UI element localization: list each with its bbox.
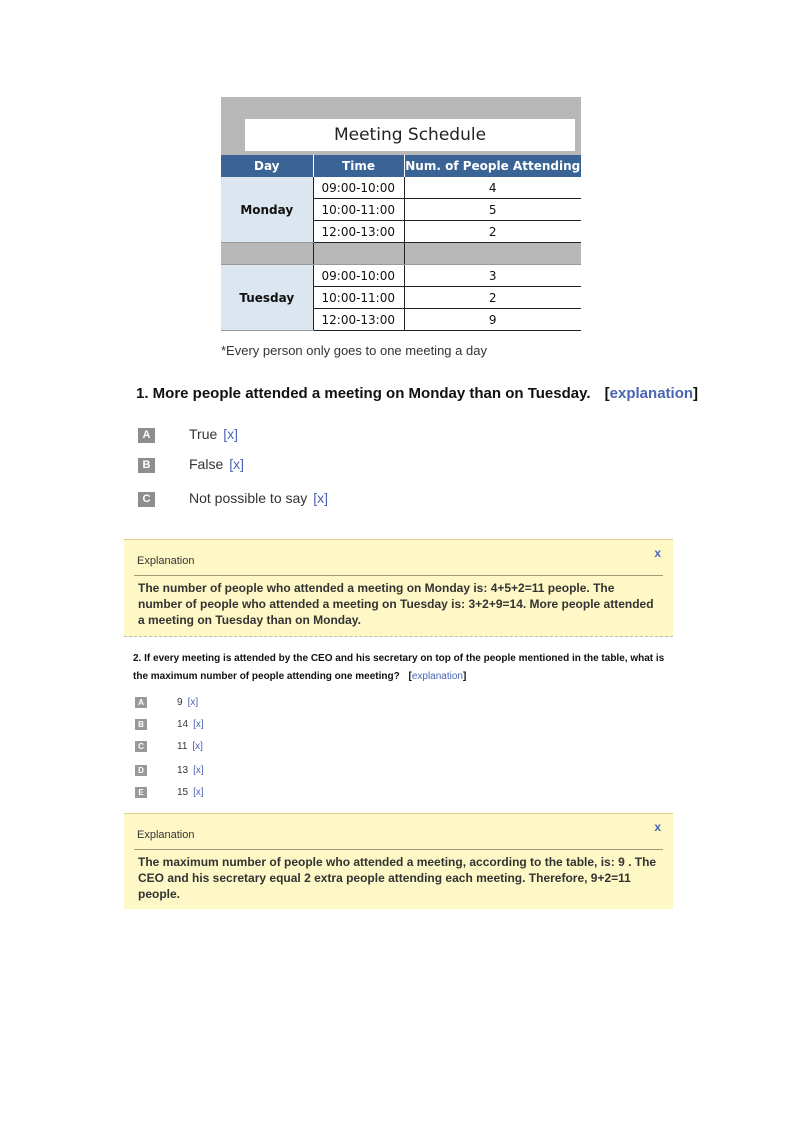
option-letter-badge: B — [135, 719, 147, 730]
count-cell: 2 — [404, 221, 581, 243]
time-cell: 09:00-10:00 — [313, 177, 404, 199]
header-time: Time — [313, 155, 404, 177]
option-letter-badge: A — [135, 697, 147, 708]
header-attending: Num. of People Attending — [404, 155, 581, 177]
schedule-footnote: *Every person only goes to one meeting a day — [221, 343, 487, 358]
schedule-title: Meeting Schedule — [245, 119, 575, 151]
divider — [134, 849, 663, 850]
spacer-row — [221, 243, 581, 265]
option-label: Not possible to say — [189, 490, 308, 506]
time-cell: 12:00-13:00 — [313, 309, 404, 331]
table-row — [221, 177, 581, 199]
explanation-link[interactable]: explanation — [609, 385, 694, 402]
option-letter-badge: D — [135, 765, 147, 776]
eliminate-option-link[interactable]: [x] — [187, 697, 199, 709]
day-tuesday: Tuesday — [221, 265, 313, 331]
question-2-text: 2. If every meeting is attended by the CEO and his secretary on top of the people mentioned in the table, what is the maximum number of people attending one meeting? [explanation] — [133, 653, 665, 682]
option-label: 14 — [177, 719, 189, 731]
explanation-panel-1 — [124, 539, 673, 637]
eliminate-option-link[interactable]: [x] — [193, 719, 204, 731]
option-label: 11 — [177, 741, 188, 753]
count-cell: 2 — [404, 287, 581, 309]
option-letter-badge: A — [138, 428, 155, 443]
schedule-grid — [221, 155, 581, 331]
answer-option-a[interactable] — [135, 697, 198, 708]
close-icon[interactable]: x — [654, 820, 661, 834]
answer-option-c[interactable] — [138, 490, 328, 507]
option-letter-badge: C — [138, 492, 155, 507]
count-cell: 3 — [404, 265, 581, 287]
close-icon[interactable]: x — [654, 546, 661, 560]
table-row — [221, 265, 581, 287]
time-cell: 10:00-11:00 — [313, 199, 404, 221]
eliminate-option-link[interactable]: [x] — [223, 426, 239, 442]
answer-option-d[interactable] — [135, 765, 204, 776]
time-cell: 10:00-11:00 — [313, 287, 404, 309]
header-day: Day — [221, 155, 313, 177]
eliminate-option-link[interactable]: [x] — [193, 787, 204, 799]
header-row — [221, 155, 581, 177]
option-label: False — [189, 456, 224, 472]
divider — [134, 575, 663, 576]
time-cell: 09:00-10:00 — [313, 265, 404, 287]
count-cell: 9 — [404, 309, 581, 331]
option-label: True — [189, 426, 218, 442]
explanation-link[interactable]: explanation — [411, 671, 463, 682]
answer-option-b[interactable] — [135, 719, 204, 730]
option-label: 9 — [177, 697, 183, 709]
option-label: 15 — [177, 787, 189, 799]
eliminate-option-link[interactable]: [x] — [229, 456, 245, 472]
option-letter-badge: C — [135, 741, 147, 752]
count-cell: 4 — [404, 177, 581, 199]
eliminate-option-link[interactable]: [x] — [193, 765, 204, 777]
answer-option-a[interactable] — [138, 426, 238, 443]
eliminate-option-link[interactable]: [x] — [192, 741, 203, 753]
answer-option-c[interactable] — [135, 741, 203, 752]
question-2-label: 2. If every meeting is attended by the CEO and his secretary on top of the people mentioned in the table, what is the maximum number of people attending one meeting? — [133, 653, 665, 682]
explanation-body: The maximum number of people who attended a meeting, according to the table, is: 9 . The CEO and his secretary equal 2 extra people attending each meeting. Therefore, 9+2=11 people. — [138, 855, 657, 901]
day-monday: Monday — [221, 177, 313, 243]
count-cell: 5 — [404, 199, 581, 221]
option-letter-badge: E — [135, 787, 147, 798]
meeting-schedule-table — [221, 97, 581, 331]
answer-option-e[interactable] — [135, 787, 204, 798]
explanation-heading: Explanation — [137, 829, 195, 841]
option-label: 13 — [177, 765, 189, 777]
answer-option-b[interactable] — [138, 456, 244, 473]
question-1-text: 1. More people attended a meeting on Monday than on Tuesday. [explanation] — [136, 385, 699, 402]
explanation-panel-2 — [124, 813, 673, 909]
eliminate-option-link[interactable]: [x] — [313, 490, 329, 506]
explanation-body: The number of people who attended a meeting on Monday is: 4+5+2=11 people. The number of people who attended a meeting on Tuesday is: 3+2+9=14. More people attended a meeting on Tuesday than on Monday. — [138, 581, 654, 627]
question-1-label: 1. More people attended a meeting on Monday than on Tuesday. — [136, 385, 591, 402]
explanation-heading: Explanation — [137, 555, 195, 567]
time-cell: 12:00-13:00 — [313, 221, 404, 243]
option-letter-badge: B — [138, 458, 155, 473]
